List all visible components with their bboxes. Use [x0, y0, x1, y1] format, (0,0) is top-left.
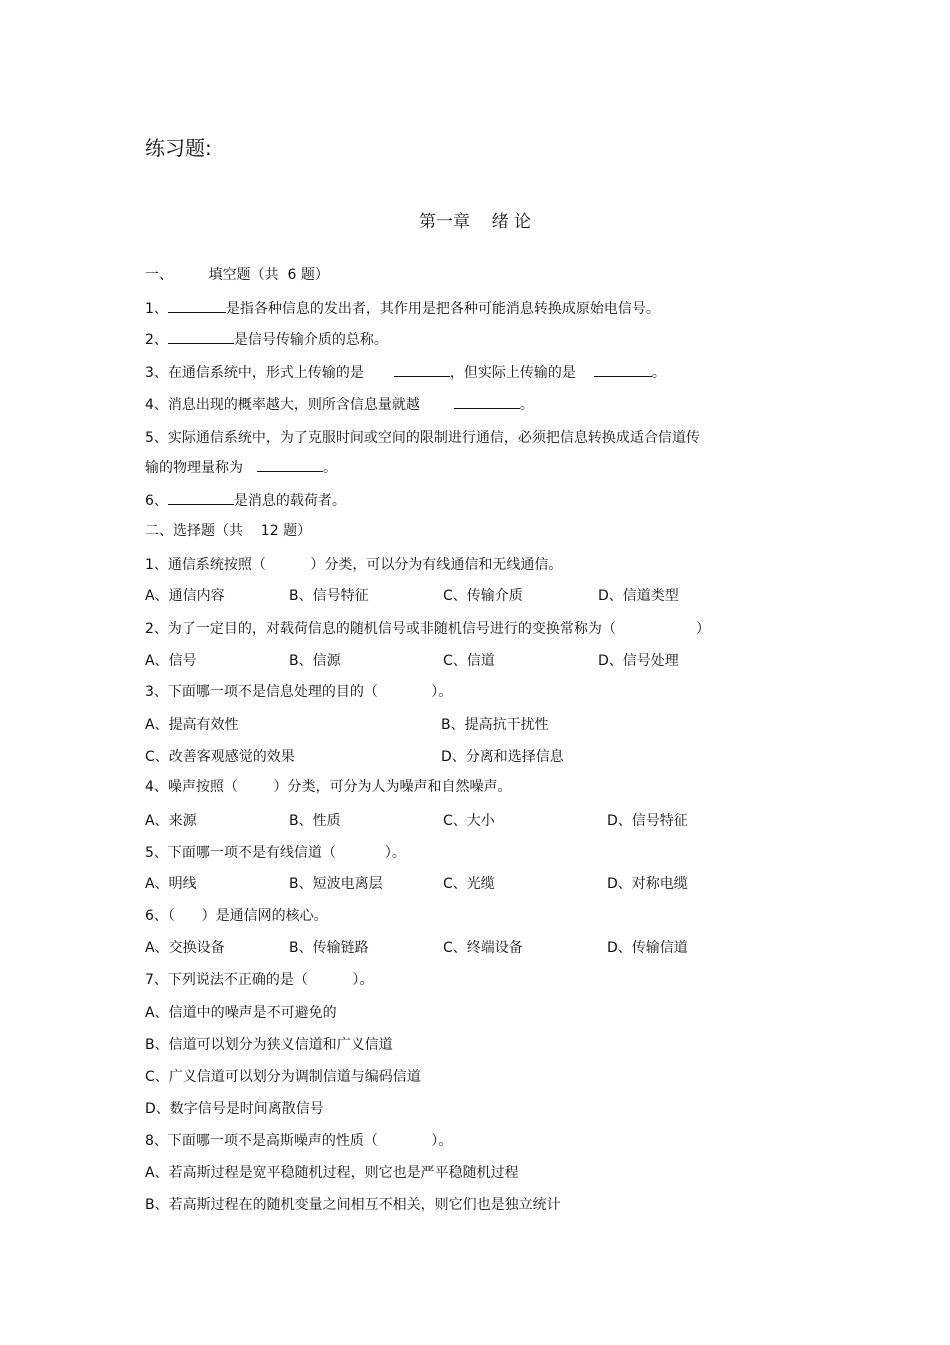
option-c: C、光缆: [443, 876, 495, 892]
choice-question-7: 7、下列说法不正确的是（ ）。: [145, 972, 374, 988]
option-a: A、信号: [145, 653, 197, 669]
fill-question-4: [145, 396, 534, 414]
question-text: 。: [651, 365, 666, 381]
option-c: C、终端设备: [443, 940, 523, 956]
option-d: D、对称电缆: [607, 876, 688, 892]
section1-heading: 一、 填空题（共 6 题）: [145, 267, 329, 283]
question-text: 。: [519, 397, 534, 413]
option-b: B、传输链路: [289, 940, 369, 956]
option-d: D、信号特征: [607, 813, 688, 829]
option-a: A、信道中的噪声是不可避免的: [145, 1005, 337, 1021]
answer-blank: [394, 364, 450, 377]
question-number: 6、: [145, 493, 168, 509]
option-b: B、短波电离层: [289, 876, 383, 892]
page-title: 练习题:: [145, 136, 212, 160]
fill-question-5-line2: [145, 459, 337, 477]
option-d: D、数字信号是时间离散信号: [145, 1101, 324, 1117]
option-c: C、改善客观感觉的效果: [145, 749, 295, 765]
choice-question-4: 4、噪声按照（ ）分类，可分为人为噪声和自然噪声。: [145, 779, 512, 795]
option-d: D、传输信道: [607, 940, 688, 956]
option-c: C、大小: [443, 813, 495, 829]
option-a: A、提高有效性: [145, 717, 239, 733]
question-text: 是消息的载荷者。: [233, 493, 346, 509]
option-b: B、信道可以划分为狭义信道和广义信道: [145, 1037, 393, 1053]
option-c: C、信道: [443, 653, 495, 669]
fill-question-1: [145, 300, 660, 318]
option-c: C、广义信道可以划分为调制信道与编码信道: [145, 1069, 421, 1085]
choice-question-8: 8、下面哪一项不是高斯噪声的性质（ ）。: [145, 1133, 453, 1149]
answer-blank: [594, 364, 652, 377]
option-a: A、明线: [145, 876, 197, 892]
section2-heading: 二、选择题（共 12 题）: [145, 523, 312, 539]
choice-question-2: 2、为了一定目的，对载荷信息的随机信号或非随机信号进行的变换常称为（ ）: [145, 621, 711, 637]
option-d: D、分离和选择信息: [441, 749, 564, 765]
option-b: B、提高抗干扰性: [441, 717, 549, 733]
question-number: 2、: [145, 332, 168, 348]
option-b: B、若高斯过程在的随机变量之间相互不相关，则它们也是独立统计: [145, 1197, 561, 1213]
option-b: B、性质: [289, 813, 341, 829]
question-number: 1、: [145, 301, 168, 317]
option-a: A、来源: [145, 813, 197, 829]
choice-question-5: 5、下面哪一项不是有线信道（ ）。: [145, 845, 406, 861]
option-d: D、信号处理: [598, 653, 679, 669]
answer-blank: [454, 396, 520, 409]
answer-blank: [168, 300, 226, 313]
option-b: B、信号特征: [289, 588, 369, 604]
question-text: 输的物理量称为: [145, 460, 243, 476]
question-text: 。: [323, 460, 337, 476]
choice-question-6: 6、（ ）是通信网的核心。: [145, 908, 328, 924]
question-text: 3、在通信系统中，形式上传输的是: [145, 365, 364, 381]
option-d: D、信道类型: [598, 588, 679, 604]
question-text: 是信号传输介质的总称。: [233, 332, 388, 348]
choice-question-3: 3、下面哪一项不是信息处理的目的（ ）。: [145, 684, 453, 700]
question-text: 4、消息出现的概率越大，则所含信息量就越: [145, 397, 420, 413]
choice-question-1: 1、通信系统按照（ ）分类，可以分为有线通信和无线通信。: [145, 557, 563, 573]
answer-blank: [168, 331, 234, 344]
fill-question-6: [145, 492, 346, 510]
option-a: A、交换设备: [145, 940, 225, 956]
question-text: 是指各种信息的发出者，其作用是把各种可能消息转换成原始电信号。: [225, 301, 660, 317]
fill-question-5-line1: 5、实际通信系统中，为了克服时间或空间的限制进行通信，必须把信息转换成适合信道传: [145, 430, 700, 446]
chapter-title: 第一章 绪 论: [418, 212, 532, 232]
option-b: B、信源: [289, 653, 341, 669]
answer-blank: [257, 459, 323, 472]
fill-question-2: [145, 331, 388, 349]
option-a: A、通信内容: [145, 588, 225, 604]
question-text: ，但实际上传输的是: [449, 365, 576, 381]
option-a: A、若高斯过程是宽平稳随机过程，则它也是严平稳随机过程: [145, 1165, 519, 1181]
option-c: C、传输介质: [443, 588, 523, 604]
fill-question-3: [145, 364, 666, 382]
answer-blank: [168, 492, 234, 505]
